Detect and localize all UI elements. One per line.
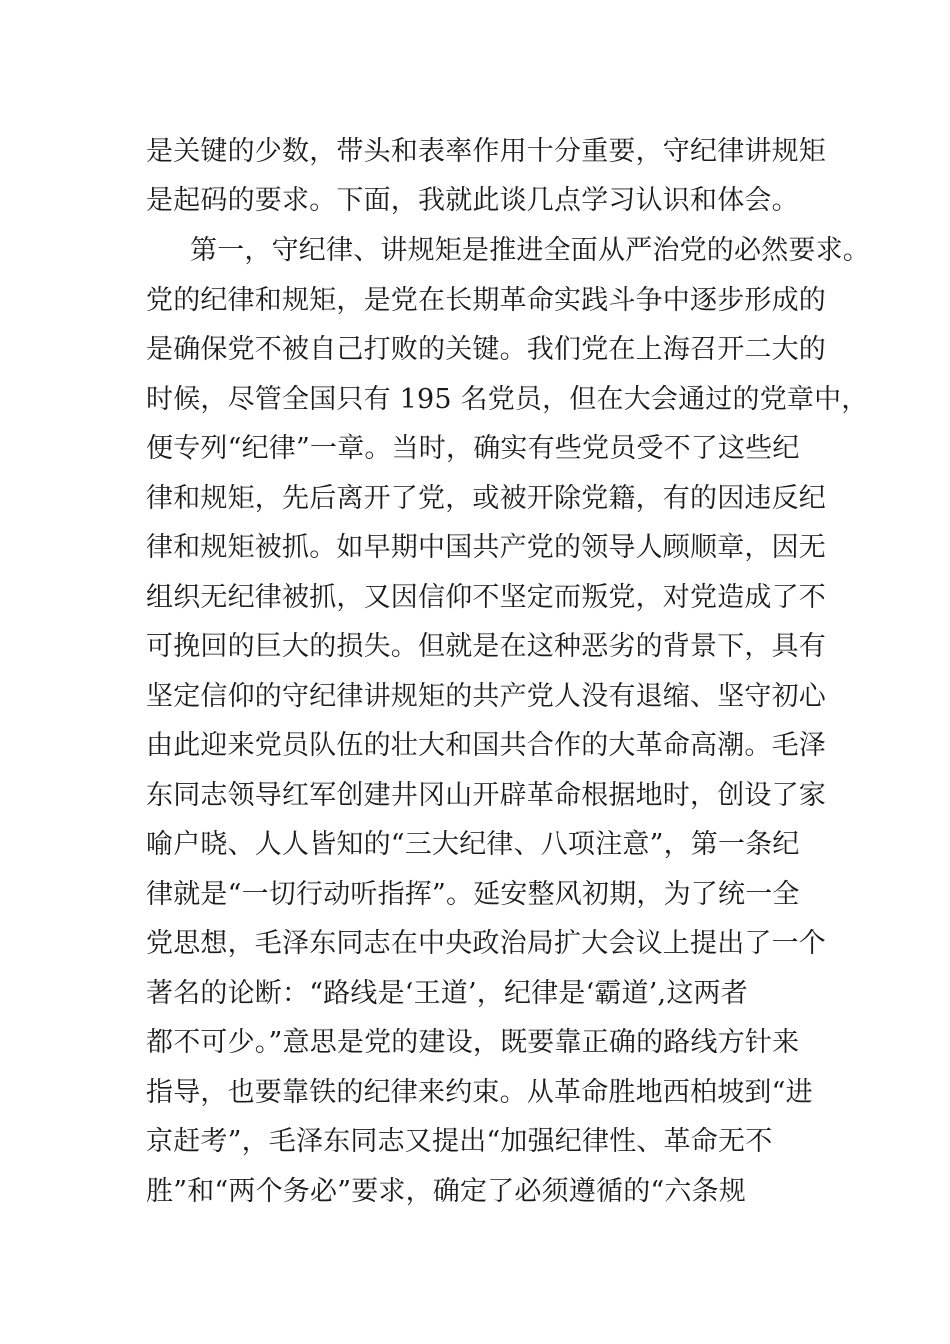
text-line: 可挽回的巨大的损失。但就是在这种恶劣的背景下，具有 [146,631,826,662]
paragraph-first-line: 第一，守纪律、讲规矩是推进全面从严治党的必然要求。 [190,235,870,266]
text-line: 著名的论断：“路线是‘王道’，纪律是‘霸道’,这两者 [146,978,748,1009]
text-line: 便专列“纪律”一章。当时，确实有些党员受不了这些纪 [146,433,800,464]
text-line: 是起码的要求。下面，我就此谈几点学习认识和体会。 [146,185,799,216]
text-line: 东同志领导红军创建井冈山开辟革命根据地时，创设了家 [146,780,826,811]
text-line: 坚定信仰的守纪律讲规矩的共产党人没有退缩、坚守初心 [146,681,826,712]
text-line: 都不可少。”意思是党的建设，既要靠正确的路线方针来 [146,1027,800,1058]
text-line: 京赶考”，毛泽东同志又提出“加强纪律性、革命无不 [146,1126,773,1157]
text-line: 党的纪律和规矩，是党在长期革命实践斗争中逐步形成的 [146,285,826,316]
text-line: 律就是“一切行动听指挥”。延安整风初期，为了统一全 [146,879,800,910]
text-line: 由此迎来党员队伍的壮大和国共合作的大革命高潮。毛泽 [146,730,826,761]
text-line: 组织无纪律被抓，又因信仰不坚定而叛党，对党造成了不 [146,582,826,613]
text-line: 胜”和“两个务必”要求，确定了必须遵循的“六条规 [146,1176,747,1207]
text-line: 是关键的少数，带头和表率作用十分重要，守纪律讲规矩 [146,136,826,167]
text-line: 律和规矩被抓。如早期中国共产党的领导人顾顺章，因无 [146,532,826,563]
text-line: 是确保党不被自己打败的关键。我们党在上海召开二大的 [146,334,826,365]
text-line: 指导，也要靠铁的纪律来约束。从革命胜地西柏坡到“进 [146,1077,813,1108]
text-line: 时候，尽管全国只有 195 名党员，但在大会通过的党章中， [146,384,869,415]
text-line: 喻户晓、人人皆知的“三大纪律、八项注意”，第一条纪 [146,829,800,860]
text-line: 律和规矩，先后离开了党，或被开除党籍，有的因违反纪 [146,483,826,514]
text-line: 党思想，毛泽东同志在中央政治局扩大会议上提出了一个 [146,928,826,959]
